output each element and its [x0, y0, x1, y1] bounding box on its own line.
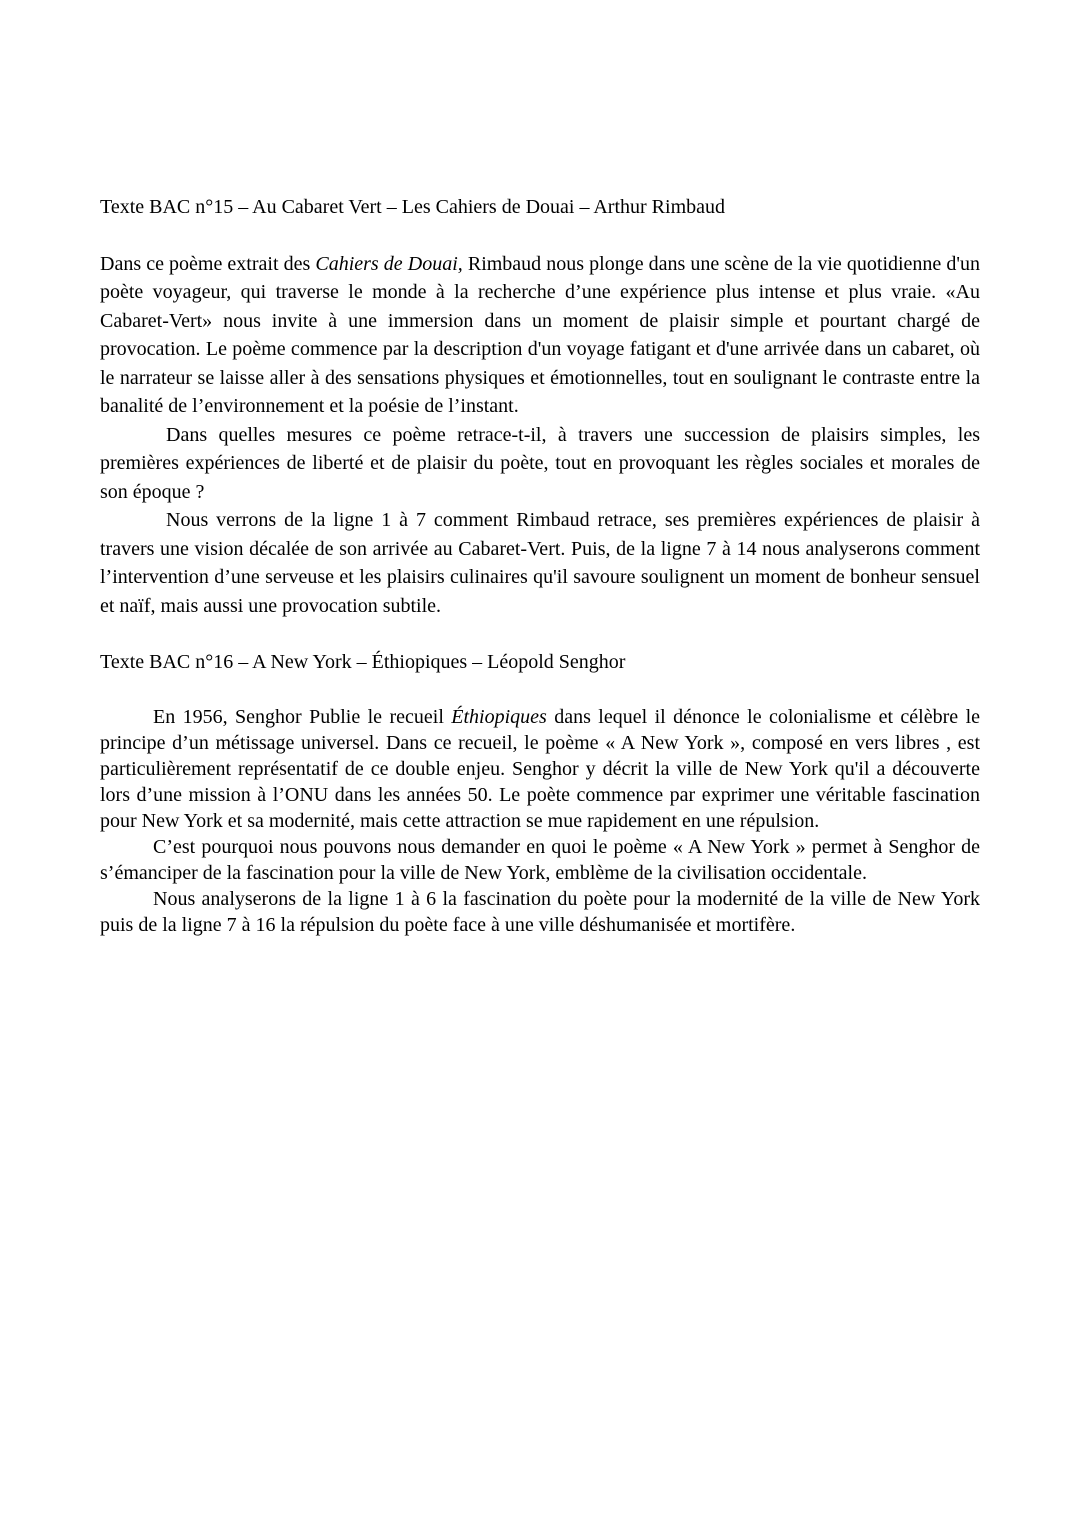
section-title-bac-15: Texte BAC n°15 – Au Cabaret Vert – Les Cahiers de Douai – Arthur Rimbaud: [100, 196, 726, 218]
paragraph-bac15-problematique: [100, 421, 980, 507]
text-run-italic: Éthiopiques: [451, 706, 547, 728]
paragraph-bac15-intro: [100, 250, 980, 421]
section-title-bac-16: Texte BAC n°16 – A New York – Éthiopiques – Léopold Senghor: [100, 651, 626, 673]
paragraph-bac16-intro: [100, 704, 980, 834]
text-run: Dans ce poème extrait des: [100, 252, 316, 275]
text-run: C’est pourquoi nous pouvons nous demander en quoi le poème « A New York » permet à Senghor de s’émanciper de la fascination pour la ville de New York, emblème de la civilisation occidentale.: [100, 836, 980, 884]
paragraph-bac15-plan: [100, 506, 980, 620]
paragraph-bac16-problematique: [100, 834, 980, 886]
text-run: En 1956, Senghor Publie le recueil: [153, 706, 452, 728]
text-run-italic: Cahiers de Douai,: [315, 252, 463, 275]
text-run: Nous analyserons de la ligne 1 à 6 la fascination du poète pour la modernité de la ville de New York puis de la ligne 7 à 16 la répulsion du poète face à une ville déshumanisée et mortifère.: [100, 888, 980, 936]
text-run: Dans quelles mesures ce poème retrace-t-il, à travers une succession de plaisirs simples, les premières expériences de liberté et de plaisir du poète, tout en provoquant les règles sociales et morales de son époque ?: [100, 423, 980, 503]
text-run: Rimbaud nous plonge dans une scène de la vie quotidienne d'un poète voyageur, qui traverse le monde à la recherche d’une expérience plus intense et plus vraie. «Au Cabaret-Vert» nous invite à une immersion dans un moment de plaisir simple et pourtant chargé de provocation. Le poème commence par la description d'un voyage fatigant et d'une arrivée dans un cabaret, où le narrateur se laisse aller à des sensations physiques et émotionnelles, tout en soulignant le contraste entre la banalité de l’environnement et la poésie de l’instant.: [100, 252, 980, 417]
text-run: Nous verrons de la ligne 1 à 7 comment Rimbaud retrace, ses premières expériences de plaisir à travers une vision décalée de son arrivée au Cabaret-Vert. Puis, de la ligne 7 à 14 nous analyserons comment l’intervention d’une serveuse et les plaisirs culinaires qu'il savoure soulignent un moment de bonheur sensuel et naïf, mais aussi une provocation subtile.: [100, 509, 980, 617]
paragraph-bac16-plan: [100, 886, 980, 938]
text-run: dans lequel il dénonce le colonialisme et célèbre le principe d’un métissage universel. Dans ce recueil, le poème « A New York », composé en vers libres , est particulièrement représentatif de ce double enjeu. Senghor y décrit la ville de New York qu'il a découverte lors d’une mission à l’ONU dans les années 50. Le poète commence par exprimer une véritable fascination pour New York et sa modernité, mais cette attraction se mue rapidement en une répulsion.: [100, 706, 980, 832]
